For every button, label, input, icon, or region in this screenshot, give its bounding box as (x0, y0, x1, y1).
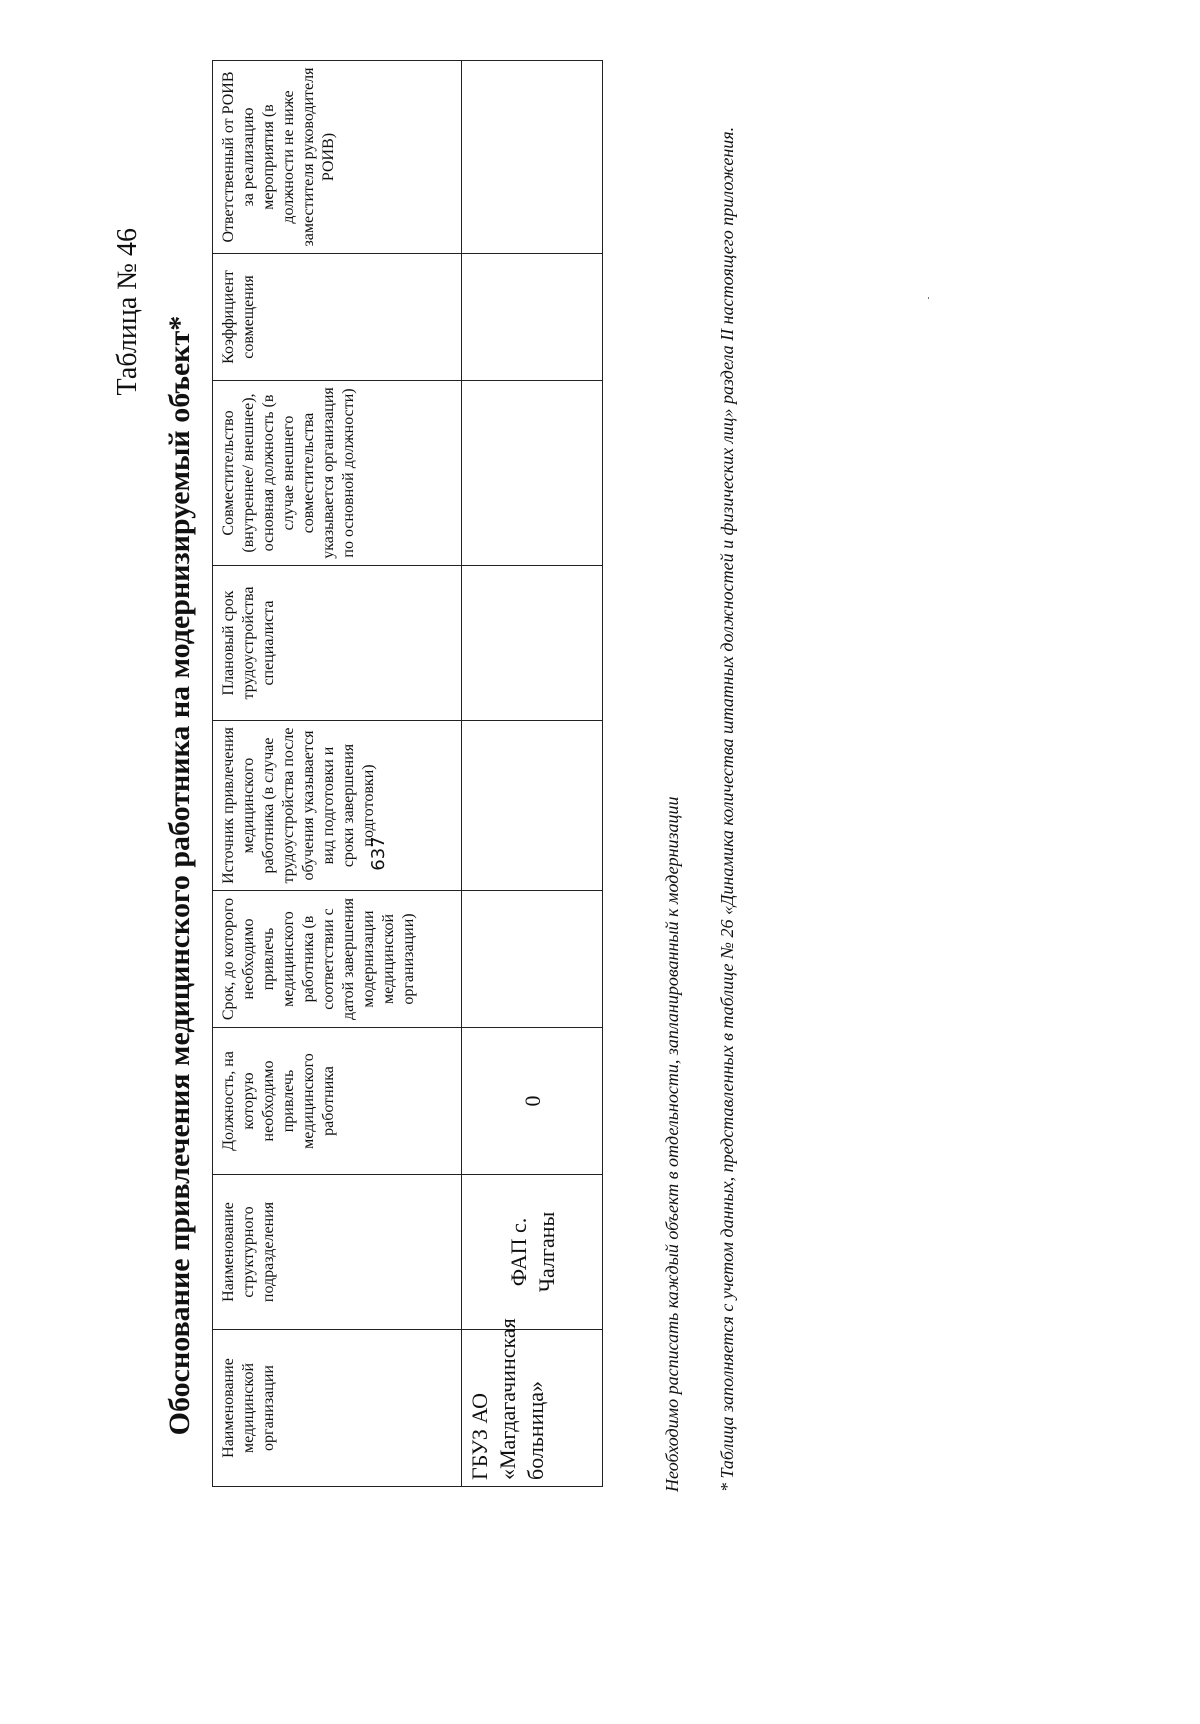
table-row (462, 61, 603, 1487)
document-title: Обоснование привлечения медицинского работника на модернизируемый объект* (163, 315, 196, 1436)
cell-position: 0 (462, 1028, 603, 1175)
header-organization: Наименование медицинской организации (213, 1330, 462, 1487)
scan-speck (928, 297, 929, 299)
table-header (213, 61, 462, 1487)
footnote-instruction: Необходимо расписать каждый объект в отдельности, запланированный к модернизации (662, 796, 682, 1492)
cell-planned-date (462, 566, 603, 721)
cell-coefficient (462, 254, 603, 381)
header-position: Должность, на которую необходимо привлечь медицинского работника (213, 1028, 462, 1175)
staffing-table (212, 60, 603, 1487)
cell-source (462, 721, 603, 891)
header-source: Источник привлечения медицинского работника (в случае трудоустройства после обучения указывается вид подготовки и сроки завершения подготовки) (213, 721, 462, 891)
header-coefficient: Коэффициент совмещения (213, 254, 462, 381)
header-responsible: Ответственный от РОИВ за реализацию мероприятия (в должности не ниже заместителя руководителя РОИВ) (213, 61, 462, 254)
table-body (462, 61, 603, 1487)
cell-responsible (462, 61, 603, 254)
page-number: 637 (368, 836, 389, 871)
cell-organization: ГБУЗ АО «Магдагачинская больница» (462, 1330, 603, 1487)
header-deadline: Срок, до которого необходимо привлечь медицинского работника (в соответствии с датой завершения модернизации медицинской организации) (213, 891, 462, 1028)
header-row (213, 61, 462, 1487)
header-subdivision: Наименование структурного подразделения (213, 1175, 462, 1330)
table-number: Таблица № 46 (112, 228, 143, 396)
header-combination: Совместительство (внутреннее/ внешнее), основная должность (в случае внешнего совместительства указывается организация по основной должности) (213, 381, 462, 566)
footnote-asterisk: * Таблица заполняется с учетом данных, представленных в таблице № 26 «Динамика количества штатных должностей и физических лиц» раздела II настоящего приложения. (717, 126, 737, 1492)
cell-deadline (462, 891, 603, 1028)
cell-combination (462, 381, 603, 566)
header-planned-date: Плановый срок трудоустройства специалиста (213, 566, 462, 721)
cell-subdivision: ФАП с. Чалганы (462, 1175, 603, 1330)
